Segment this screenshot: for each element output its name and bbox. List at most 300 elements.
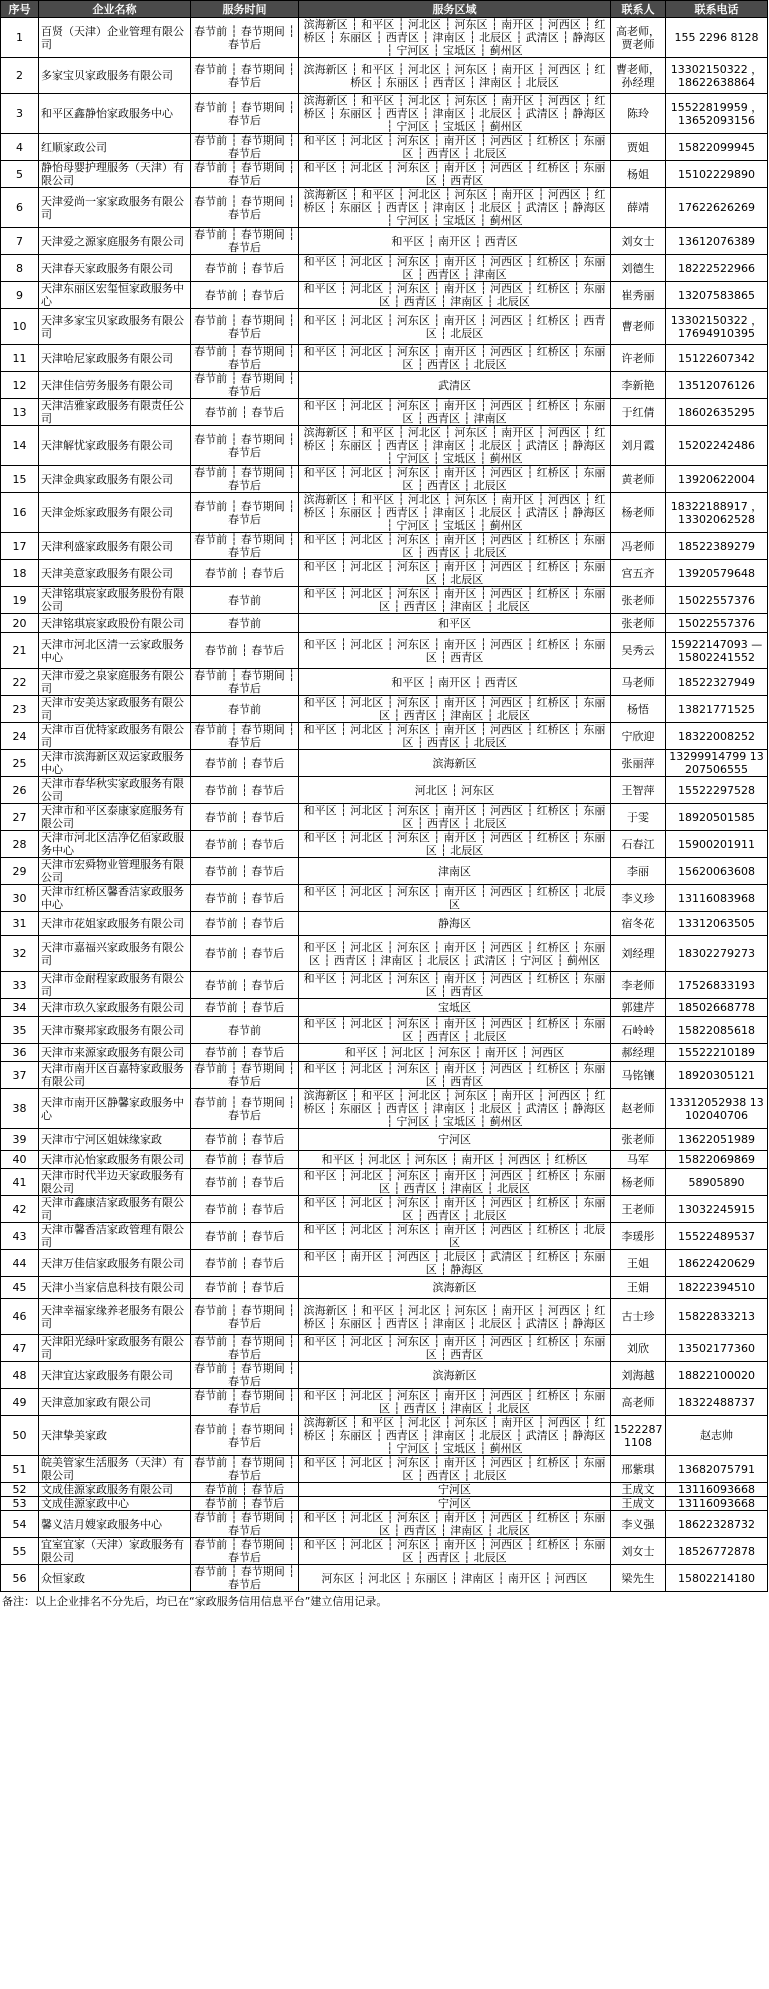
table-row: [1, 614, 768, 633]
contact-phone: 15822069869: [666, 1151, 768, 1169]
table-row: [1, 912, 768, 936]
table-row: [1, 669, 768, 696]
contact-person: 刘海越: [611, 1362, 666, 1389]
table-row: [1, 466, 768, 493]
table-row: [1, 94, 768, 134]
contact-person: 张老师: [611, 614, 666, 633]
service-area: 宁河区: [299, 1483, 611, 1497]
service-area: 和平区 ┆ 河北区 ┆ 河东区 ┆ 南开区 ┆ 河西区 ┆ 红桥区 ┆ 东丽区 ┆ 西青区 ┆ 津南区: [299, 399, 611, 426]
table-row: [1, 750, 768, 777]
contact-phone: 13207583865: [666, 282, 768, 309]
contact-phone: 15122607342: [666, 345, 768, 372]
company-name: 百贤（天津）企业管理有限公司: [39, 18, 191, 58]
row-index: 12: [1, 372, 39, 399]
company-name: 天津市滨海新区双运家政服务中心: [39, 750, 191, 777]
service-area: 和平区 ┆ 河北区 ┆ 河东区 ┆ 南开区 ┆ 河西区 ┆ 红桥区 ┆ 东丽区 ┆ 西青区 ┆ 北辰区: [299, 804, 611, 831]
service-time: 春节前 ┆ 春节期间 ┆ 春节后: [191, 228, 299, 255]
header-index: 序号: [1, 1, 39, 18]
service-area: 滨海新区 ┆ 和平区 ┆ 河北区 ┆ 河东区 ┆ 南开区 ┆ 河西区 ┆ 红桥区 ┆ 东丽区 ┆ 西青区 ┆ 津南区 ┆ 北辰区 ┆ 武清区 ┆ 静海区: [299, 1299, 611, 1335]
service-time: 春节前 ┆ 春节后: [191, 282, 299, 309]
contact-person: 李义强: [611, 1511, 666, 1538]
contact-person: 冯老师: [611, 533, 666, 560]
service-area: 和平区 ┆ 河北区 ┆ 河东区 ┆ 南开区 ┆ 河西区 ┆ 红桥区 ┆ 北辰区: [299, 1223, 611, 1250]
row-index: 41: [1, 1169, 39, 1196]
service-time: 春节前 ┆ 春节后: [191, 560, 299, 587]
company-name: 天津金典家政服务有限公司: [39, 466, 191, 493]
service-area: 滨海新区 ┆ 和平区 ┆ 河北区 ┆ 河东区 ┆ 南开区 ┆ 河西区 ┆ 红桥区 ┆ 东丽区 ┆ 西青区 ┆ 津南区 ┆ 北辰区 ┆ 武清区 ┆ 静海区 ┆ 宁河区 ┆ 宝坻区 ┆ 蓟州区: [299, 188, 611, 228]
service-time: 春节前 ┆ 春节后: [191, 1044, 299, 1062]
company-name: 天津挚美家政: [39, 1416, 191, 1456]
contact-person: 李新艳: [611, 372, 666, 399]
company-name: 天津市鑫康洁家政服务有限公司: [39, 1196, 191, 1223]
row-index: 22: [1, 669, 39, 696]
service-time: 春节前 ┆ 春节期间 ┆ 春节后: [191, 1538, 299, 1565]
company-name: 天津市时代半边天家政服务有限公司: [39, 1169, 191, 1196]
contact-person: 陈玲: [611, 94, 666, 134]
service-time: 春节前 ┆ 春节期间 ┆ 春节后: [191, 1416, 299, 1456]
company-name: 天津市金耐程家政服务有限公司: [39, 972, 191, 999]
service-time: 春节前: [191, 696, 299, 723]
service-time: 春节前 ┆ 春节后: [191, 1277, 299, 1299]
contact-person: 李丽: [611, 858, 666, 885]
row-index: 24: [1, 723, 39, 750]
row-index: 9: [1, 282, 39, 309]
contact-phone: 15900201911: [666, 831, 768, 858]
service-area: 和平区 ┆ 河北区 ┆ 河东区 ┆ 南开区 ┆ 河西区 ┆ 红桥区 ┆ 东丽区 ┆ 西青区 ┆ 津南区 ┆ 北辰区: [299, 696, 611, 723]
row-index: 15: [1, 466, 39, 493]
service-time: 春节前 ┆ 春节期间 ┆ 春节后: [191, 134, 299, 161]
service-area: 滨海新区 ┆ 和平区 ┆ 河北区 ┆ 河东区 ┆ 南开区 ┆ 河西区 ┆ 红桥区 ┆ 东丽区 ┆ 西青区 ┆ 津南区 ┆ 北辰区 ┆ 武清区 ┆ 静海区 ┆ 宁河区 ┆ 宝坻区 ┆ 蓟州区: [299, 493, 611, 533]
contact-person: 张丽萍: [611, 750, 666, 777]
row-index: 16: [1, 493, 39, 533]
table-row: [1, 1223, 768, 1250]
table-row: [1, 804, 768, 831]
contact-phone: 13302150322 ，17694910395: [666, 309, 768, 345]
table-row: [1, 587, 768, 614]
company-name: 天津市南开区百嘉特家政服务有限公司: [39, 1062, 191, 1089]
contact-phone: 15522819959 ，13652093156: [666, 94, 768, 134]
contact-person: 黄老师: [611, 466, 666, 493]
header-contact: 联系人: [611, 1, 666, 18]
service-area: 滨海新区 ┆ 和平区 ┆ 河北区 ┆ 河东区 ┆ 南开区 ┆ 河西区 ┆ 红桥区 ┆ 东丽区 ┆ 西青区 ┆ 津南区 ┆ 北辰区 ┆ 武清区 ┆ 静海区 ┆ 宁河区 ┆ 宝坻区 ┆ 蓟州区: [299, 94, 611, 134]
company-name: 天津市宏舜物业管理服务有限公司: [39, 858, 191, 885]
service-area: 津南区: [299, 858, 611, 885]
row-index: 44: [1, 1250, 39, 1277]
company-name: 天津宜达家政服务有限公司: [39, 1362, 191, 1389]
service-area: 和平区 ┆ 河北区 ┆ 河东区 ┆ 南开区 ┆ 河西区 ┆ 红桥区 ┆ 东丽区 ┆ 西青区 ┆ 津南区 ┆ 北辰区: [299, 1511, 611, 1538]
table-row: [1, 560, 768, 587]
contact-person: 马铭镶: [611, 1062, 666, 1089]
contact-phone: 15522489537: [666, 1223, 768, 1250]
service-time: 春节前 ┆ 春节期间 ┆ 春节后: [191, 1511, 299, 1538]
table-row: [1, 309, 768, 345]
service-area: 和平区 ┆ 河北区 ┆ 河东区 ┆ 南开区 ┆ 河西区 ┆ 红桥区 ┆ 东丽区 ┆ 西青区: [299, 1062, 611, 1089]
service-time: 春节前 ┆ 春节期间 ┆ 春节后: [191, 1456, 299, 1483]
contact-person: 吴秀云: [611, 633, 666, 669]
table-row: [1, 1483, 768, 1497]
contact-person: 王老师: [611, 1196, 666, 1223]
table-row: [1, 1089, 768, 1129]
row-index: 4: [1, 134, 39, 161]
contact-phone: 58905890: [666, 1169, 768, 1196]
contact-person: 薛靖: [611, 188, 666, 228]
table-row: [1, 777, 768, 804]
service-area: 滨海新区: [299, 1362, 611, 1389]
contact-person: 杨姐: [611, 161, 666, 188]
table-row: [1, 228, 768, 255]
contact-phone: 15522297528: [666, 777, 768, 804]
service-area: 河东区 ┆ 河北区 ┆ 东丽区 ┆ 津南区 ┆ 南开区 ┆ 河西区: [299, 1565, 611, 1592]
contact-phone: 15620063608: [666, 858, 768, 885]
table-row: [1, 1062, 768, 1089]
header-service-area: 服务区域: [299, 1, 611, 18]
contact-person: 杨悟: [611, 696, 666, 723]
contact-person: 宁欣迎: [611, 723, 666, 750]
contact-person: 王智萍: [611, 777, 666, 804]
company-name: 天津市聚邦家政服务有限公司: [39, 1017, 191, 1044]
service-time: 春节前 ┆ 春节后: [191, 1151, 299, 1169]
contact-person: 王成文: [611, 1483, 666, 1497]
contact-phone: 15522210189: [666, 1044, 768, 1062]
service-area: 和平区 ┆ 河北区 ┆ 河东区 ┆ 南开区 ┆ 河西区 ┆ 红桥区 ┆ 东丽区 ┆ 西青区 ┆ 津南区 ┆ 北辰区: [299, 282, 611, 309]
service-area: 和平区 ┆ 河北区 ┆ 河东区 ┆ 南开区 ┆ 河西区 ┆ 红桥区 ┆ 东丽区 ┆ 西青区 ┆ 北辰区: [299, 1017, 611, 1044]
row-index: 53: [1, 1497, 39, 1511]
service-area: 和平区 ┆ 河北区 ┆ 河东区 ┆ 南开区 ┆ 河西区 ┆ 红桥区 ┆ 东丽区 ┆ 西青区 ┆ 津南区 ┆ 北辰区: [299, 1169, 611, 1196]
service-time: 春节前 ┆ 春节期间 ┆ 春节后: [191, 58, 299, 94]
contact-phone: 155 2296 8128: [666, 18, 768, 58]
service-time: 春节前 ┆ 春节后: [191, 399, 299, 426]
contact-phone: 15202242486: [666, 426, 768, 466]
contact-phone: 18522327949: [666, 669, 768, 696]
service-area: 和平区 ┆ 河北区 ┆ 河东区 ┆ 南开区 ┆ 河西区 ┆ 红桥区 ┆ 东丽区 ┆ 西青区 ┆ 北辰区: [299, 466, 611, 493]
row-index: 13: [1, 399, 39, 426]
contact-person: 于雯: [611, 804, 666, 831]
table-row: [1, 1497, 768, 1511]
service-area: 滨海新区 ┆ 和平区 ┆ 河北区 ┆ 河东区 ┆ 南开区 ┆ 河西区 ┆ 红桥区 ┆ 东丽区 ┆ 西青区 ┆ 津南区 ┆ 北辰区 ┆ 武清区 ┆ 静海区 ┆ 宁河区 ┆ 宝坻区 ┆ 蓟州区: [299, 18, 611, 58]
service-time: 春节前 ┆ 春节期间 ┆ 春节后: [191, 1389, 299, 1416]
contact-person: 曹老师: [611, 309, 666, 345]
service-area: 和平区 ┆ 南开区 ┆ 西青区: [299, 228, 611, 255]
service-time: 春节前 ┆ 春节后: [191, 831, 299, 858]
row-index: 47: [1, 1335, 39, 1362]
contact-phone: 18222394510: [666, 1277, 768, 1299]
row-index: 2: [1, 58, 39, 94]
company-name: 静怡母婴护理服务（天津）有限公司: [39, 161, 191, 188]
table-row: [1, 1277, 768, 1299]
row-index: 56: [1, 1565, 39, 1592]
contact-person: 刘女士: [611, 228, 666, 255]
service-time: 春节前: [191, 614, 299, 633]
row-index: 29: [1, 858, 39, 885]
table-row: [1, 1129, 768, 1151]
service-time: 春节前 ┆ 春节期间 ┆ 春节后: [191, 1565, 299, 1592]
company-name: 天津小当家信息科技有限公司: [39, 1277, 191, 1299]
company-name: 天津市爱之泉家庭服务有限公司: [39, 669, 191, 696]
contact-phone: 13502177360: [666, 1335, 768, 1362]
service-area: 和平区 ┆ 河北区 ┆ 河东区 ┆ 南开区 ┆ 河西区 ┆ 红桥区 ┆ 北辰区: [299, 885, 611, 912]
contact-person: 曹老师，孙经理: [611, 58, 666, 94]
contact-phone: 13116093668: [666, 1483, 768, 1497]
service-area: 静海区: [299, 912, 611, 936]
table-row: [1, 885, 768, 912]
table-row: [1, 1416, 768, 1456]
row-index: 34: [1, 999, 39, 1017]
footnote: 备注：以上企业排名不分先后，均已在“家政服务信用信息平台”建立信用记录。: [2, 1595, 388, 1608]
service-time: 春节前 ┆ 春节期间 ┆ 春节后: [191, 345, 299, 372]
company-name: 天津市春华秋实家政服务有限公司: [39, 777, 191, 804]
company-name: 天津市河北区清一云家政服务中心: [39, 633, 191, 669]
service-time: 春节前 ┆ 春节后: [191, 1497, 299, 1511]
service-area: 和平区 ┆ 河北区 ┆ 河东区 ┆ 南开区 ┆ 河西区 ┆ 红桥区: [299, 1151, 611, 1169]
row-index: 17: [1, 533, 39, 560]
contact-person: 马军: [611, 1151, 666, 1169]
contact-phone: 13116083968: [666, 885, 768, 912]
company-name: 众恒家政: [39, 1565, 191, 1592]
contact-phone: 18622420629: [666, 1250, 768, 1277]
service-time: 春节前 ┆ 春节期间 ┆ 春节后: [191, 1089, 299, 1129]
contact-phone: 15022557376: [666, 587, 768, 614]
service-time: 春节前 ┆ 春节后: [191, 972, 299, 999]
service-time: 春节前 ┆ 春节后: [191, 936, 299, 972]
contact-phone: 15802214180: [666, 1565, 768, 1592]
company-name: 天津市红桥区馨香洁家政服务中心: [39, 885, 191, 912]
contact-person: 杨老师: [611, 1169, 666, 1196]
company-name: 天津市花姐家政服务有限公司: [39, 912, 191, 936]
service-area: 宁河区: [299, 1497, 611, 1511]
service-time: 春节前 ┆ 春节后: [191, 912, 299, 936]
company-name: 多家宝贝家政服务有限公司: [39, 58, 191, 94]
service-area: 河北区 ┆ 河东区: [299, 777, 611, 804]
contact-phone: 13312052938 13102040706: [666, 1089, 768, 1129]
service-time: 春节前 ┆ 春节期间 ┆ 春节后: [191, 426, 299, 466]
service-area: 宝坻区: [299, 999, 611, 1017]
company-name: 天津市和平区泰康家庭服务有限公司: [39, 804, 191, 831]
row-index: 21: [1, 633, 39, 669]
service-area: 和平区 ┆ 南开区 ┆ 西青区: [299, 669, 611, 696]
company-name: 天津市河北区洁净亿佰家政服务中心: [39, 831, 191, 858]
row-index: 54: [1, 1511, 39, 1538]
row-index: 8: [1, 255, 39, 282]
company-name: 天津爱之源家庭服务有限公司: [39, 228, 191, 255]
service-time: 春节前 ┆ 春节期间 ┆ 春节后: [191, 309, 299, 345]
contact-person: 刘德生: [611, 255, 666, 282]
row-index: 27: [1, 804, 39, 831]
row-index: 23: [1, 696, 39, 723]
company-name: 文成佳源家政中心: [39, 1497, 191, 1511]
company-name: 天津哈尼家政服务有限公司: [39, 345, 191, 372]
service-time: 春节前: [191, 587, 299, 614]
company-name: 天津铭琪宸家政服务股份有限公司: [39, 587, 191, 614]
service-area: 武清区: [299, 372, 611, 399]
company-name: 天津幸福家缘养老服务有限公司: [39, 1299, 191, 1335]
row-index: 52: [1, 1483, 39, 1497]
table-row: [1, 1169, 768, 1196]
contact-phone: 18322008252: [666, 723, 768, 750]
company-name: 天津铭琪宸家政股份有限公司: [39, 614, 191, 633]
service-time: 春节前 ┆ 春节期间 ┆ 春节后: [191, 493, 299, 533]
service-area: 和平区 ┆ 河北区 ┆ 河东区 ┆ 南开区 ┆ 河西区 ┆ 红桥区 ┆ 东丽区 ┆ 西青区 ┆ 北辰区: [299, 345, 611, 372]
row-index: 49: [1, 1389, 39, 1416]
table-row: [1, 936, 768, 972]
contact-person: 杨老师: [611, 493, 666, 533]
table-row: [1, 1335, 768, 1362]
header-company: 企业名称: [39, 1, 191, 18]
contact-phone: 赵志帅: [666, 1416, 768, 1456]
service-area: 和平区 ┆ 河北区 ┆ 河东区 ┆ 南开区 ┆ 河西区 ┆ 红桥区 ┆ 东丽区 ┆ 西青区 ┆ 北辰区: [299, 723, 611, 750]
service-time: 春节前 ┆ 春节期间 ┆ 春节后: [191, 669, 299, 696]
company-name: 天津市嘉福兴家政服务有限公司: [39, 936, 191, 972]
row-index: 3: [1, 94, 39, 134]
table-row: [1, 493, 768, 533]
company-name: 天津佳信劳务服务有限公司: [39, 372, 191, 399]
table-row: [1, 372, 768, 399]
table-row: [1, 1196, 768, 1223]
contact-phone: 15022557376: [666, 614, 768, 633]
contact-phone: 17622626269: [666, 188, 768, 228]
contact-phone: 13302150322 ，18622638864: [666, 58, 768, 94]
contact-person: 李老师: [611, 972, 666, 999]
row-index: 31: [1, 912, 39, 936]
service-time: 春节前 ┆ 春节期间 ┆ 春节后: [191, 1062, 299, 1089]
service-area: 滨海新区 ┆ 和平区 ┆ 河北区 ┆ 河东区 ┆ 南开区 ┆ 河西区 ┆ 红桥区 ┆ 东丽区 ┆ 西青区 ┆ 津南区 ┆ 北辰区 ┆ 武清区 ┆ 静海区 ┆ 宁河区 ┆ 宝坻区 ┆ 蓟州区: [299, 1416, 611, 1456]
contact-phone: 13299914799 13207506555: [666, 750, 768, 777]
company-name: 天津春天家政服务有限公司: [39, 255, 191, 282]
table-row: [1, 1456, 768, 1483]
row-index: 32: [1, 936, 39, 972]
contact-person: 梁先生: [611, 1565, 666, 1592]
service-time: 春节前 ┆ 春节后: [191, 777, 299, 804]
table-row: [1, 399, 768, 426]
table-row: [1, 696, 768, 723]
contact-person: 赵老师: [611, 1089, 666, 1129]
contact-phone: 18920305121: [666, 1062, 768, 1089]
service-area: 和平区 ┆ 河北区 ┆ 河东区 ┆ 南开区 ┆ 河西区 ┆ 红桥区 ┆ 东丽区 ┆ 西青区 ┆ 北辰区: [299, 1456, 611, 1483]
table-row: [1, 426, 768, 466]
contact-phone: 13612076389: [666, 228, 768, 255]
contact-phone: 18526772878: [666, 1538, 768, 1565]
contact-person: 刘欣: [611, 1335, 666, 1362]
table-row: [1, 533, 768, 560]
contact-phone: 13682075791: [666, 1456, 768, 1483]
table-row: [1, 282, 768, 309]
table-row: [1, 723, 768, 750]
table-row: [1, 1151, 768, 1169]
service-time: 春节前 ┆ 春节期间 ┆ 春节后: [191, 1362, 299, 1389]
contact-person: 李瑗彤: [611, 1223, 666, 1250]
contact-person: 宫五齐: [611, 560, 666, 587]
company-name: 天津洁雅家政服务有限责任公司: [39, 399, 191, 426]
contact-phone: 18602635295: [666, 399, 768, 426]
contact-phone: 15822833213: [666, 1299, 768, 1335]
service-area: 和平区 ┆ 河北区 ┆ 河东区 ┆ 南开区 ┆ 河西区: [299, 1044, 611, 1062]
table-row: [1, 58, 768, 94]
company-name: 文成佳源家政服务有限公司: [39, 1483, 191, 1497]
service-area: 和平区 ┆ 河北区 ┆ 河东区 ┆ 南开区 ┆ 河西区 ┆ 红桥区 ┆ 东丽区 ┆ 西青区: [299, 161, 611, 188]
company-name: 天津阳光绿叶家政服务有限公司: [39, 1335, 191, 1362]
service-time: 春节前 ┆ 春节后: [191, 999, 299, 1017]
table-row: [1, 1299, 768, 1335]
service-area: 宁河区: [299, 1129, 611, 1151]
service-time: 春节前 ┆ 春节后: [191, 1250, 299, 1277]
contact-phone: 13312063505: [666, 912, 768, 936]
row-index: 6: [1, 188, 39, 228]
table-row: [1, 972, 768, 999]
service-area: 和平区 ┆ 河北区 ┆ 河东区 ┆ 南开区 ┆ 河西区 ┆ 红桥区 ┆ 东丽区 ┆ 西青区 ┆ 北辰区: [299, 1196, 611, 1223]
row-index: 26: [1, 777, 39, 804]
contact-phone: 18522389279: [666, 533, 768, 560]
row-index: 40: [1, 1151, 39, 1169]
row-index: 25: [1, 750, 39, 777]
row-index: 43: [1, 1223, 39, 1250]
row-index: 28: [1, 831, 39, 858]
contact-person: 贾姐: [611, 134, 666, 161]
table-row: [1, 1017, 768, 1044]
row-index: 48: [1, 1362, 39, 1389]
service-time: 春节前 ┆ 春节期间 ┆ 春节后: [191, 1335, 299, 1362]
contact-person: 古士珍: [611, 1299, 666, 1335]
service-area: 和平区 ┆ 河北区 ┆ 河东区 ┆ 南开区 ┆ 河西区 ┆ 红桥区 ┆ 东丽区 ┆ 北辰区: [299, 560, 611, 587]
table-row: [1, 345, 768, 372]
contact-phone: 13920622004: [666, 466, 768, 493]
contact-person: 15222871108: [611, 1416, 666, 1456]
contact-phone: 18622328732: [666, 1511, 768, 1538]
contact-person: 郝经理: [611, 1044, 666, 1062]
contact-phone: 13032245915: [666, 1196, 768, 1223]
contact-phone: 15102229890: [666, 161, 768, 188]
contact-phone: 18822100020: [666, 1362, 768, 1389]
row-index: 1: [1, 18, 39, 58]
table-row: [1, 188, 768, 228]
company-name: 天津市来源家政服务有限公司: [39, 1044, 191, 1062]
service-time: 春节前 ┆ 春节后: [191, 1223, 299, 1250]
row-index: 55: [1, 1538, 39, 1565]
table-row: [1, 1389, 768, 1416]
company-name: 天津市宁河区姐妹缘家政: [39, 1129, 191, 1151]
contact-phone: 13622051989: [666, 1129, 768, 1151]
contact-phone: 17526833193: [666, 972, 768, 999]
company-name: 宜室宜家（天津）家政服务有限公司: [39, 1538, 191, 1565]
service-area: 和平区 ┆ 南开区 ┆ 河西区 ┆ 北辰区 ┆ 武清区 ┆ 红桥区 ┆ 东丽区 ┆ 静海区: [299, 1250, 611, 1277]
contact-person: 高老师，贾老师: [611, 18, 666, 58]
service-time: 春节前 ┆ 春节后: [191, 885, 299, 912]
service-area: 和平区 ┆ 河北区 ┆ 河东区 ┆ 南开区 ┆ 河西区 ┆ 红桥区 ┆ 东丽区 ┆ 西青区 ┆ 北辰区: [299, 134, 611, 161]
contact-person: 刘月霞: [611, 426, 666, 466]
service-time: 春节前: [191, 1017, 299, 1044]
row-index: 19: [1, 587, 39, 614]
contact-phone: 13821771525: [666, 696, 768, 723]
contact-person: 李义珍: [611, 885, 666, 912]
service-area: 滨海新区 ┆ 和平区 ┆ 河北区 ┆ 河东区 ┆ 南开区 ┆ 河西区 ┆ 红桥区 ┆ 东丽区 ┆ 西青区 ┆ 津南区 ┆ 北辰区 ┆ 武清区 ┆ 静海区 ┆ 宁河区 ┆ 宝坻区 ┆ 蓟州区: [299, 426, 611, 466]
service-area: 滨海新区: [299, 750, 611, 777]
header-service-time: 服务时间: [191, 1, 299, 18]
service-area: 滨海新区: [299, 1277, 611, 1299]
contact-person: 王成文: [611, 1497, 666, 1511]
row-index: 39: [1, 1129, 39, 1151]
contact-person: 张老师: [611, 1129, 666, 1151]
service-time: 春节前 ┆ 春节期间 ┆ 春节后: [191, 188, 299, 228]
service-time: 春节前 ┆ 春节期间 ┆ 春节后: [191, 723, 299, 750]
service-area: 和平区 ┆ 河北区 ┆ 河东区 ┆ 南开区 ┆ 河西区 ┆ 红桥区 ┆ 西青区 ┆ 北辰区: [299, 309, 611, 345]
company-name: 红顺家政公司: [39, 134, 191, 161]
contact-person: 王姐: [611, 1250, 666, 1277]
service-area: 和平区: [299, 614, 611, 633]
contact-phone: 15922147093 —15802241552: [666, 633, 768, 669]
row-index: 11: [1, 345, 39, 372]
service-time: 春节前 ┆ 春节后: [191, 255, 299, 282]
contact-phone: 15822085618: [666, 1017, 768, 1044]
service-time: 春节前 ┆ 春节期间 ┆ 春节后: [191, 372, 299, 399]
service-area: 和平区 ┆ 河北区 ┆ 河东区 ┆ 南开区 ┆ 河西区 ┆ 红桥区 ┆ 东丽区 ┆ 西青区 ┆ 津南区 ┆ 北辰区 ┆ 武清区 ┆ 宁河区 ┆ 蓟州区: [299, 936, 611, 972]
